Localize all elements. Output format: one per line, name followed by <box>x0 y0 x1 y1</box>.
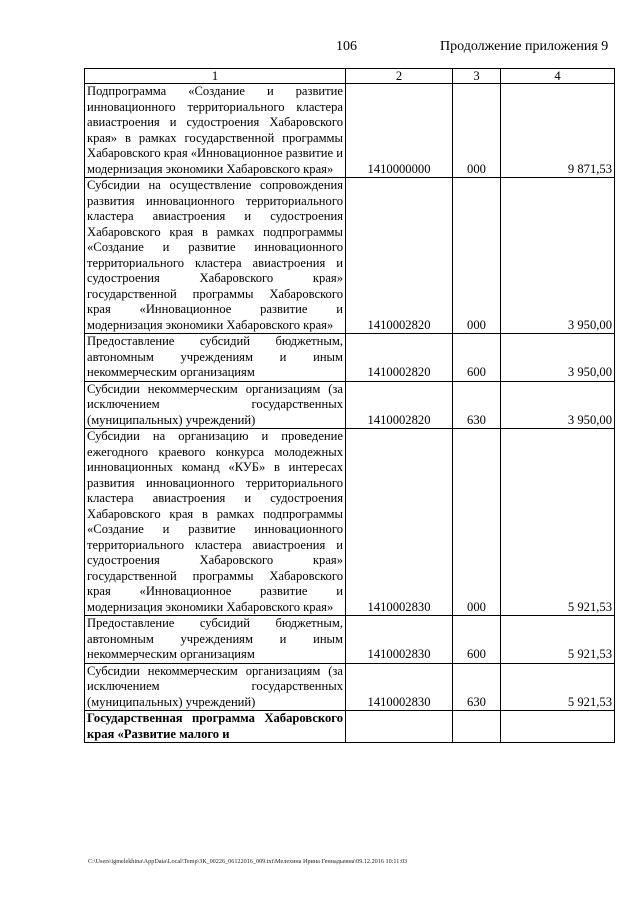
row-type: 600 <box>453 334 501 382</box>
row-type: 630 <box>453 663 501 711</box>
column-header: 3 <box>453 69 501 84</box>
row-type: 600 <box>453 616 501 664</box>
row-code <box>346 711 453 743</box>
table-row <box>85 429 615 616</box>
row-name: Субсидии на организацию и проведение ежегодного краевого конкурса молодежных инновационных команд «КУБ» в интересах развития инновационного территориального кластера авиастроения и судостроения Хабаровского края в рамках подпрограммы «Создание и развитие инновационного территориального кластера авиастроения и судостроения Хабаровского края» государственной программы Хабаровского края «Инновационное развитие и модернизация экономики Хабаровского края» <box>85 429 346 616</box>
table-row <box>85 178 615 334</box>
row-amount: 5 921,53 <box>501 663 615 711</box>
table-row <box>85 84 615 178</box>
table-row <box>85 616 615 664</box>
table-row <box>85 663 615 711</box>
row-code: 1410002830 <box>346 663 453 711</box>
page-number: 106 <box>336 39 357 54</box>
row-amount: 3 950,00 <box>501 178 615 334</box>
column-header: 4 <box>501 69 615 84</box>
row-name: Предоставление субсидий бюджетным, автономным учреждениям и иным некоммерческим организациям <box>85 334 346 382</box>
continuation-label: Продолжение приложения 9 <box>440 39 609 54</box>
row-code: 1410002820 <box>346 178 453 334</box>
table-header-row <box>85 69 615 84</box>
row-amount: 3 950,00 <box>501 334 615 382</box>
row-code: 1410002820 <box>346 334 453 382</box>
row-amount: 5 921,53 <box>501 429 615 616</box>
table-row <box>85 381 615 429</box>
row-amount: 5 921,53 <box>501 616 615 664</box>
row-type <box>453 711 501 743</box>
budget-table <box>84 68 615 743</box>
row-name: Подпрограмма «Создание и развитие инновационного территориального кластера авиастроения и судостроения Хабаровского края» в рамках государственной программы Хабаровского края «Инновационное развитие и модернизация экономики Хабаровского края» <box>85 84 346 178</box>
row-name: Предоставление субсидий бюджетным, автономным учреждениям и иным некоммерческим организациям <box>85 616 346 664</box>
row-type: 630 <box>453 381 501 429</box>
row-type: 000 <box>453 84 501 178</box>
row-name: Субсидии некоммерческим организациям (за исключением государственных (муниципальных) учреждений) <box>85 381 346 429</box>
row-code: 1410002830 <box>346 429 453 616</box>
row-amount <box>501 711 615 743</box>
row-amount: 9 871,53 <box>501 84 615 178</box>
row-type: 000 <box>453 429 501 616</box>
row-name: Субсидии на осуществление сопровождения развития инновационного территориального кластера авиастроения и судостроения Хабаровского края в рамках подпрограммы «Создание и развитие инновационного территориального кластера авиастроения и судостроения Хабаровского края» государственной программы Хабаровского края «Инновационное развитие и модернизация экономики Хабаровского края» <box>85 178 346 334</box>
row-type: 000 <box>453 178 501 334</box>
column-header: 1 <box>85 69 346 84</box>
row-code: 1410000000 <box>346 84 453 178</box>
row-code: 1410002830 <box>346 616 453 664</box>
table-row <box>85 334 615 382</box>
row-amount: 3 950,00 <box>501 381 615 429</box>
row-code: 1410002820 <box>346 381 453 429</box>
table-row <box>85 711 615 743</box>
column-header: 2 <box>346 69 453 84</box>
file-path-footer: C:\Users\igmelekhina\AppData\Local\Temp\ЗК_00226_06122016_009.txt\Мелехина Ирина Геннадьевна\09.12.2016 10:11:03 <box>88 858 408 865</box>
row-name: Государственная программа Хабаровского края «Развитие малого и <box>85 711 346 743</box>
row-name: Субсидии некоммерческим организациям (за исключением государственных (муниципальных) учреждений) <box>85 663 346 711</box>
